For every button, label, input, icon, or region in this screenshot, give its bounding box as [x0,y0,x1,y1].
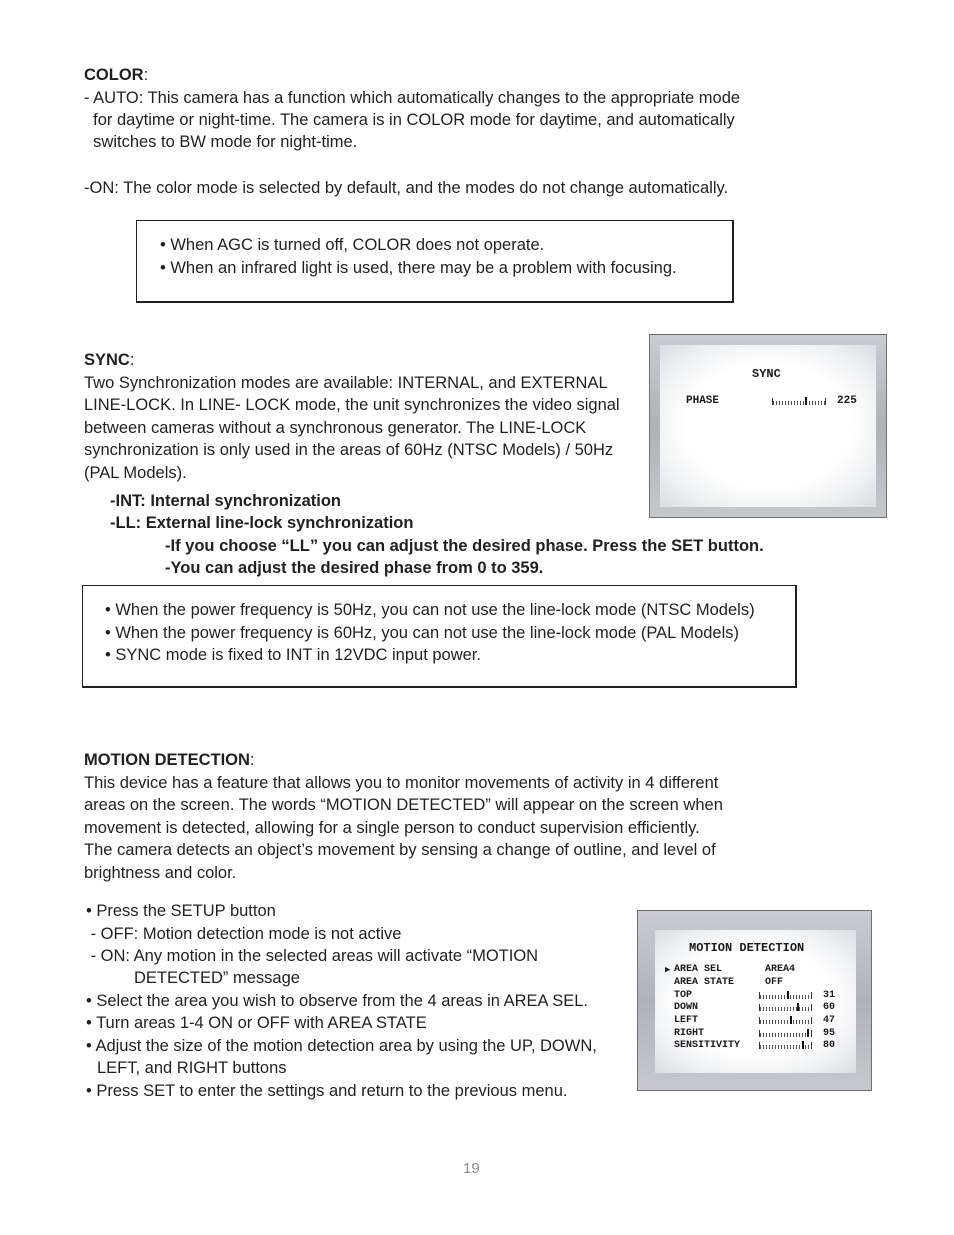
sync-body-line-4: synchronization is only used in the areas of 60Hz (NTSC Models) / 50Hz [84,441,614,459]
motion-osd-area-state-label: AREA STATE [674,977,735,988]
motion-osd-right-label: RIGHT [674,1028,705,1039]
motion-step-on: - ON: Any motion in the selected areas will activate “MOTION [86,947,539,965]
motion-osd-top-label: TOP [674,990,693,1001]
sync-osd-screen [649,334,887,518]
motion-step-adjust: • Adjust the size of the motion detection area by using the UP, DOWN, [86,1037,597,1055]
color-auto-line-2: for daytime or night-time. The camera is in COLOR mode for daytime, and automatically [84,111,735,129]
sync-osd-title: SYNC [752,367,781,381]
sync-heading: SYNC: [84,351,135,369]
motion-body-line-2: areas on the screen. The words “MOTION DETECTED” will appear on the screen when [84,796,723,814]
motion-osd-display [655,930,856,1073]
motion-osd-right-value: 95 [823,1028,836,1039]
motion-osd-down-knob [797,1003,799,1011]
motion-osd-screen [637,910,872,1091]
color-note-2: • When an infrared light is used, there may be a problem with focusing. [160,259,677,277]
color-auto-line-3: switches to BW mode for night-time. [84,133,358,151]
motion-osd-cursor: ▶ [665,965,671,975]
motion-osd-right-slider [759,1030,812,1037]
motion-step-area-sel: • Select the area you wish to observe from the 4 areas in AREA SEL. [86,992,588,1010]
motion-osd-top-slider [759,992,812,999]
motion-step-on-cont: DETECTED” message [134,969,300,987]
motion-osd-area-state-value: OFF [765,977,784,988]
motion-osd-sensitivity-knob [802,1041,804,1049]
motion-body-line-5: brightness and color. [84,864,237,882]
sync-osd-phase-slider [772,398,826,405]
motion-osd-left-value: 47 [823,1015,836,1026]
motion-step-area-state: • Turn areas 1-4 ON or OFF with AREA STATE [86,1014,427,1032]
motion-osd-top-knob [787,991,789,999]
sync-phase-line-1: -If you choose “LL” you can adjust the desired phase. Press the SET button. [165,537,764,555]
motion-osd-down-slider [759,1004,812,1011]
motion-osd-title: MOTION DETECTION [689,941,805,955]
motion-osd-area-sel-value: AREA4 [765,964,796,975]
sync-note-1: • When the power frequency is 50Hz, you can not use the line-lock mode (NTSC Models) [105,601,755,619]
motion-heading: MOTION DETECTION: [84,751,255,769]
sync-osd-phase-value: 225 [837,395,857,407]
motion-osd-down-label: DOWN [674,1002,699,1013]
motion-osd-left-label: LEFT [674,1015,699,1026]
motion-osd-area-sel-label: AREA SEL [674,964,723,975]
color-auto-line-1: - AUTO: This camera has a function which automatically changes to the appropriate mode [84,89,741,107]
motion-osd-sensitivity-label: SENSITIVITY [674,1040,741,1051]
sync-ll-line: -LL: External line-lock synchronization [110,514,414,532]
sync-osd-phase-knob [805,397,807,405]
motion-osd-left-knob [790,1016,792,1024]
color-note-1: • When AGC is turned off, COLOR does not operate. [160,236,545,254]
page-number: 19 [463,1160,480,1177]
sync-body-line-5: (PAL Models). [84,464,187,482]
motion-osd-down-value: 60 [823,1002,836,1013]
motion-step-off: - OFF: Motion detection mode is not active [86,925,402,943]
color-on-line: -ON: The color mode is selected by default, and the modes do not change automatically. [84,179,729,197]
motion-osd-sensitivity-slider [759,1042,812,1049]
color-note-box [136,220,734,303]
sync-body-line-2: LINE-LOCK. In LINE- LOCK mode, the unit synchronizes the video signal [84,396,620,414]
motion-body-line-3: movement is detected, allowing for a single person to conduct supervision efficiently. [84,819,700,837]
motion-osd-right-knob [807,1029,809,1037]
motion-osd-sensitivity-value: 80 [823,1040,836,1051]
sync-body-line-3: between cameras without a synchronous generator. The LINE-LOCK [84,419,587,437]
motion-osd-left-slider [759,1017,812,1024]
motion-step-set: • Press SET to enter the settings and return to the previous menu. [86,1082,568,1100]
motion-body-line-4: The camera detects an object’s movement by sensing a change of outline, and level of [84,841,716,859]
sync-phase-line-2: -You can adjust the desired phase from 0 to 359. [165,559,544,577]
motion-osd-top-value: 31 [823,990,836,1001]
sync-int-line: -INT: Internal synchronization [110,492,342,510]
sync-body-line-1: Two Synchronization modes are available: INTERNAL, and EXTERNAL [84,374,608,392]
color-heading: COLOR: [84,66,149,84]
motion-body-line-1: This device has a feature that allows you to monitor movements of activity in 4 different [84,774,719,792]
sync-note-box [82,585,797,688]
sync-osd-display [660,345,876,507]
sync-note-2: • When the power frequency is 60Hz, you can not use the line-lock mode (PAL Models) [105,624,740,642]
motion-step-1: • Press the SETUP button [86,902,276,920]
sync-osd-phase-label: PHASE [686,395,720,407]
motion-step-adjust-cont: LEFT, and RIGHT buttons [97,1059,287,1077]
sync-note-3: • SYNC mode is fixed to INT in 12VDC input power. [105,646,481,664]
